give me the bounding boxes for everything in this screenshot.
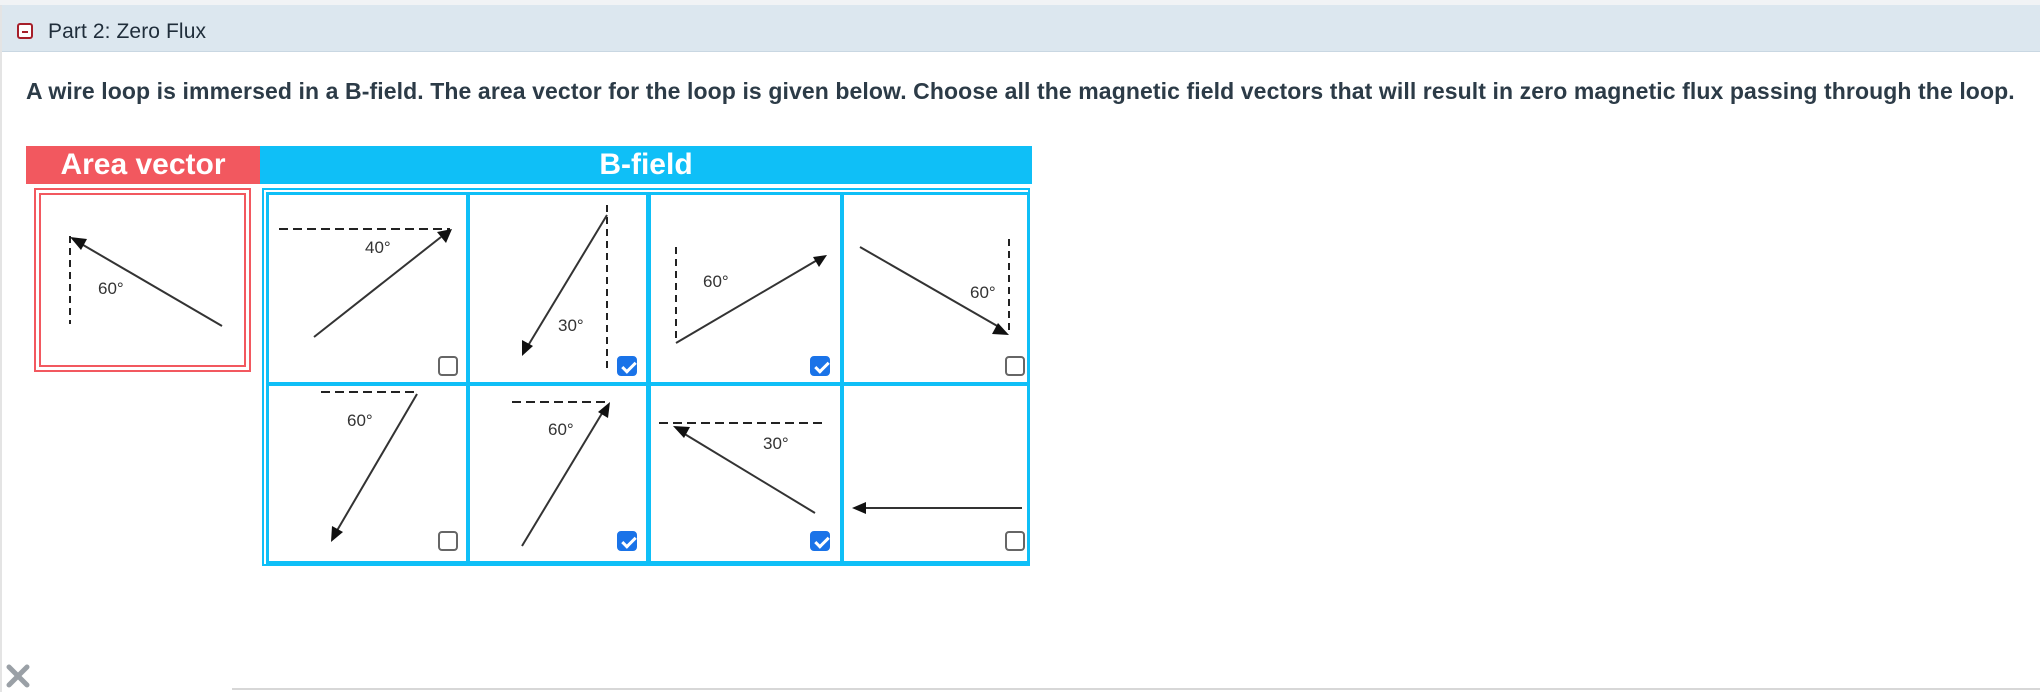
bfield-option-8[interactable] xyxy=(841,383,1030,564)
bfield-option-1[interactable] xyxy=(266,192,469,385)
question-text: A wire loop is immersed in a B-field. The area vector for the loop is given below. Choose all the magnetic field vectors that will result in zero magnetic flux passing through the loop. xyxy=(26,78,2015,104)
bfield-grid xyxy=(262,188,1030,566)
part-title: Part 2: Zero Flux xyxy=(48,20,207,43)
bfield-option-5[interactable] xyxy=(266,383,469,564)
bfield-checkbox-2[interactable] xyxy=(617,356,637,376)
bfield-vector-diagram-3 xyxy=(651,195,840,382)
bfield-option-2[interactable] xyxy=(467,192,649,385)
bfield-checkbox-7[interactable] xyxy=(810,531,830,551)
bfield-angle-label-1: 40° xyxy=(365,238,391,257)
bfield-option-7[interactable] xyxy=(648,383,843,564)
close-x-icon[interactable] xyxy=(4,662,32,690)
bfield-angle-label-2: 30° xyxy=(558,316,584,335)
bfield-angle-label-6: 60° xyxy=(548,420,574,439)
bfield-option-6[interactable] xyxy=(467,383,649,564)
bfield-checkbox-1[interactable] xyxy=(438,356,458,376)
bfield-vector-diagram-4 xyxy=(844,195,1027,382)
bfield-checkbox-5[interactable] xyxy=(438,531,458,551)
bfield-vector-diagram-5 xyxy=(269,386,466,561)
bfield-option-3[interactable] xyxy=(648,192,843,385)
bfield-checkbox-8[interactable] xyxy=(1005,531,1025,551)
bfield-vector-diagram-8 xyxy=(844,386,1027,561)
bottom-divider xyxy=(232,688,2040,690)
bfield-header: B-field xyxy=(260,146,1032,184)
bfield-angle-label-3: 60° xyxy=(703,272,729,291)
bfield-angle-label-4: 60° xyxy=(970,283,996,302)
bfield-angle-label-5: 60° xyxy=(347,411,373,430)
area-angle-label: 60° xyxy=(98,279,124,298)
bfield-checkbox-3[interactable] xyxy=(810,356,830,376)
bfield-option-4[interactable] xyxy=(841,192,1030,385)
area-vector-header: Area vector xyxy=(26,146,260,184)
collapse-minus-icon[interactable] xyxy=(17,23,33,39)
bfield-angle-label-7: 30° xyxy=(763,434,789,453)
bfield-checkbox-4[interactable] xyxy=(1005,356,1025,376)
bfield-vector-diagram-2 xyxy=(470,195,646,382)
area-vector-cell xyxy=(34,188,251,372)
bfield-vector-diagram-1 xyxy=(269,195,466,382)
bfield-checkbox-6[interactable] xyxy=(617,531,637,551)
part-header[interactable] xyxy=(2,5,2040,52)
